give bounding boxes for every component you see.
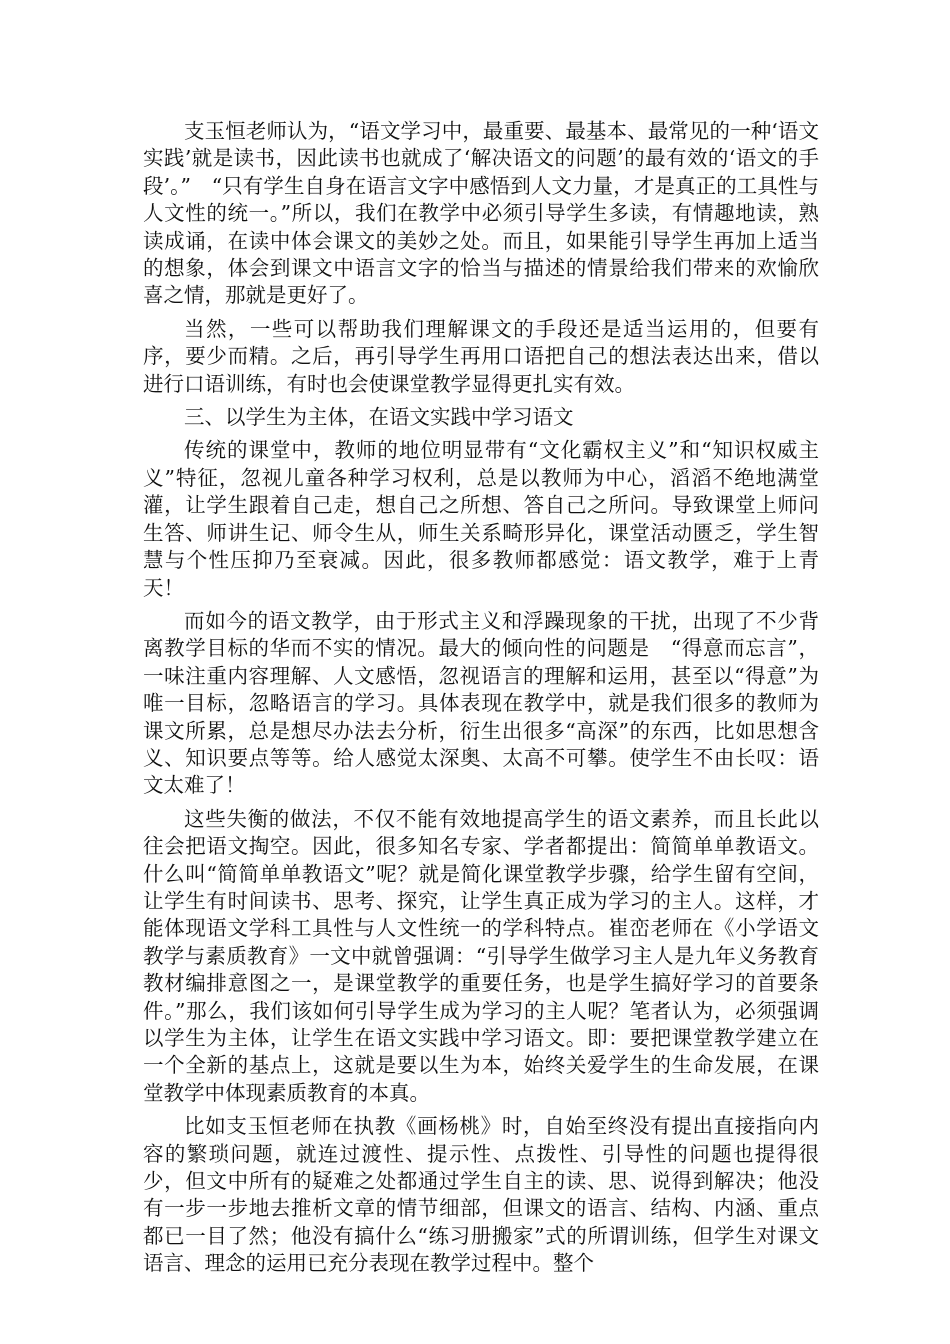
paragraph-teaching-means: 当然，一些可以帮助我们理解课文的手段还是适当运用的，但要有序，要少而精。之后，再引导学生再用口语把自己的想法表达出来，借以进行口语训练，有时也会使课堂教学显得更扎实有效。 [143,316,819,396]
section-heading-three: 三、以学生为主体，在语文实践中学习语文 [184,405,574,430]
paragraph-traditional-classroom: 传统的课堂中，教师的地位明显带有“文化霸权主义”和“知识权威主义”特征，忽视儿童各种学习权利，总是以教师为中心，滔滔不绝地满堂灌，让学生跟着自己走，想自己之所想、答自己之所问。导致课堂上师问生答、师讲生记、师令生从，师生关系畸形异化，课堂活动匮乏，学生智慧与个性压抑乃至衰减。因此，很多教师都感觉：语文教学，难于上青天！ [143,438,819,600]
paragraph-zhi-yuheng-reading: 支玉恒老师认为，“语文学习中，最重要、最基本、最常见的一种‘语文实践’就是读书，因此读书也就成了‘解决语文的问题’的最有效的‘语文的手段’。” “只有学生自身在语言文字中感悟到人文力量，才是真正的工具性与人文性的统一。”所以，我们在教学中必须引导学生多读，有情趣地读，熟读成诵，在读中体会课文的美妙之处。而且，如果能引导学生再加上适当的想象，体会到课文中语言文字的恰当与描述的情景给我们带来的欢愉欣喜之情，那就是更好了。 [143,119,819,308]
paragraph-current-teaching: 而如今的语文教学，由于形式主义和浮躁现象的干扰，出现了不少背离教学目标的华而不实的情况。最大的倾向性的问题是 “得意而忘言”，一味注重内容理解、人文感悟，忽视语言的理解和运用，甚至以“得意”为唯一目标，忽略语言的学习。具体表现在教学中，就是我们很多的教师为课文所累，总是想尽办法去分析，衍生出很多“高深”的东西，比如思想含义、知识要点等等。给人感觉太深奥、太高不可攀。使学生不由长叹：语文太难了！ [143,608,819,798]
document-page [143,118,819,1284]
paragraph-simple-teaching: 这些失衡的做法，不仅不能有效地提高学生的语文素养，而且长此以往会把语文掏空。因此，很多知名专家、学者都提出：简简单单教语文。什么叫“简简单单教语文”呢？就是简化课堂教学步骤，给学生留有空间，让学生有时间读书、思考、探究，让学生真正成为学习的主人。这样，才能体现语文学科工具性与人文性统一的学科特点。崔峦老师在《小学语文教学与素质教育》一文中就曾强调：“引导学生做学习主人是九年义务教育教材编排意图之一，是课堂教学的重要任务，也是学生搞好学习的首要条件。”那么，我们该如何引导学生成为学习的主人呢？笔者认为，必须强调以学生为主体，让学生在语文实践中学习语文。即：要把课堂教学建立在一个全新的基点上，这就是要以生为本，始终关爱学生的生命发展，在课堂教学中体现素质教育的本真。 [143,806,819,1105]
paragraph-hua-yangtao-example: 比如支玉恒老师在执教《画杨桃》时，自始至终没有提出直接指向内容的繁琐问题，就连过渡性、提示性、点拨性、引导性的问题也提得很少，但文中所有的疑难之处都通过学生自主的读、思、说得到解决；他没有一步一步地去推析文章的情节细部，但课文的语言、结构、内涵、重点都已一目了然；他没有搞什么“练习册搬家”式的所谓训练，但学生对课文语言、理念的运用已充分表现在教学过程中。整个 [143,1114,819,1276]
